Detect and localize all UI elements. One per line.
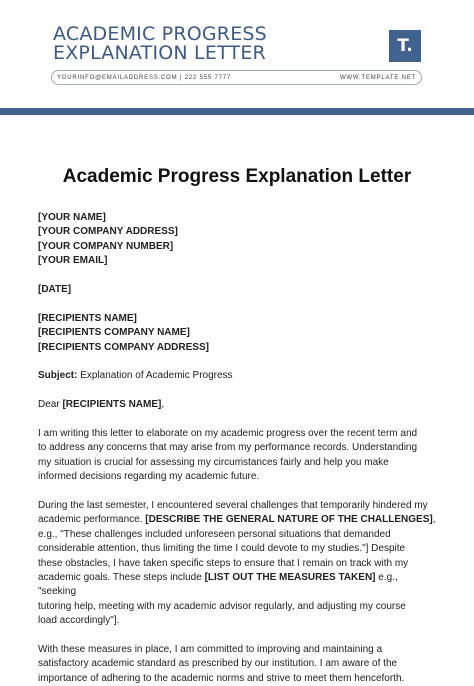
- recipient-company: [RECIPIENTS COMPANY NAME]: [38, 327, 190, 339]
- sender-block: [38, 211, 438, 269]
- letterhead-title-line-1: ACADEMIC PROGRESS: [53, 23, 267, 45]
- paragraph-1: [38, 427, 438, 485]
- contact-bar: [51, 70, 422, 85]
- paragraph-1-line: my situation is crucial for assessing my circumstances fairly and help you make: [38, 456, 389, 468]
- paragraph-2-line: e.g., "These challenges included unforeseen personal situations that demanded: [38, 528, 391, 540]
- salutation-name: [RECIPIENTS NAME]: [62, 399, 162, 411]
- document-title: Academic Progress Explanation Letter: [62, 166, 412, 187]
- recipient-name: [RECIPIENTS NAME]: [38, 312, 137, 324]
- paragraph-2-line: load accordingly"].: [38, 615, 120, 627]
- paragraph-2-text: e.g., "seeking: [38, 572, 398, 598]
- paragraph-2: [38, 499, 438, 629]
- recipient-address: [RECIPIENTS COMPANY ADDRESS]: [38, 341, 209, 353]
- challenges-placeholder: [DESCRIBE THE GENERAL NATURE OF THE CHALLENGES]: [145, 514, 433, 526]
- letter-body: [38, 211, 438, 686]
- paragraph-1-line: I am writing this letter to elaborate on my academic progress over the recent term and: [38, 428, 418, 440]
- salutation: [38, 398, 438, 412]
- paragraph-1-line: informed decisions regarding my academic future.: [38, 471, 260, 483]
- paragraph-2-text: academic goals. These steps include: [38, 572, 205, 584]
- salutation-prefix: Dear: [38, 399, 63, 411]
- letterhead-title: [53, 25, 267, 63]
- sender-email: [YOUR EMAIL]: [38, 255, 108, 267]
- letterhead-title-line-2: EXPLANATION LETTER: [53, 42, 266, 64]
- header-divider: [0, 108, 474, 115]
- paragraph-2-line: considerable attention, thus limiting the time I could devote to my studies."] Despite: [38, 543, 406, 555]
- sender-number: [YOUR COMPANY NUMBER]: [38, 240, 174, 252]
- paragraph-3-line: importance of adhering to the academic norms and strive to meet them henceforth.: [38, 672, 405, 684]
- paragraph-2-text: ,: [432, 514, 436, 526]
- letterhead: [0, 0, 474, 118]
- paragraph-3: [38, 643, 438, 686]
- paragraph-3-line: With these measures in place, I am committed to improving and maintaining a: [38, 644, 383, 656]
- paragraph-2-text: academic performance.: [38, 514, 146, 526]
- paragraph-2-line: these obstacles, I have taken specific steps to ensure that I remain on track with my: [38, 557, 409, 569]
- template-logo: T.: [389, 30, 421, 62]
- paragraph-1-line: to address any concerns that may arise from my performance records. Understanding: [38, 442, 418, 454]
- sender-name: [YOUR NAME]: [38, 212, 106, 223]
- paragraph-2-line: [38, 571, 438, 600]
- paragraph-2-line: tutoring help, meeting with my academic advisor regularly, and adjusting my course: [38, 600, 406, 612]
- paragraph-3-line: satisfactory academic standard as prescribed by our institution. I am aware of the: [38, 658, 398, 670]
- contact-email-phone: YOURINFO@EMAILADDRESS.COM | 222 555 7777: [57, 75, 232, 81]
- subject-label: Subject:: [38, 370, 78, 382]
- salutation-suffix: ,: [161, 399, 165, 411]
- measures-placeholder: [LIST OUT THE MEASURES TAKEN]: [204, 572, 376, 584]
- contact-website: WWW.TEMPLATE.NET: [339, 75, 416, 81]
- letter-date: [DATE]: [38, 284, 72, 296]
- recipient-block: [38, 312, 438, 355]
- subject-text: Explanation of Academic Progress: [77, 370, 233, 382]
- paragraph-2-line: During the last semester, I encountered several challenges that temporarily hindered my: [38, 500, 428, 512]
- sender-address: [YOUR COMPANY ADDRESS]: [38, 226, 178, 238]
- subject-line: [38, 369, 438, 383]
- paragraph-2-line: [38, 513, 438, 527]
